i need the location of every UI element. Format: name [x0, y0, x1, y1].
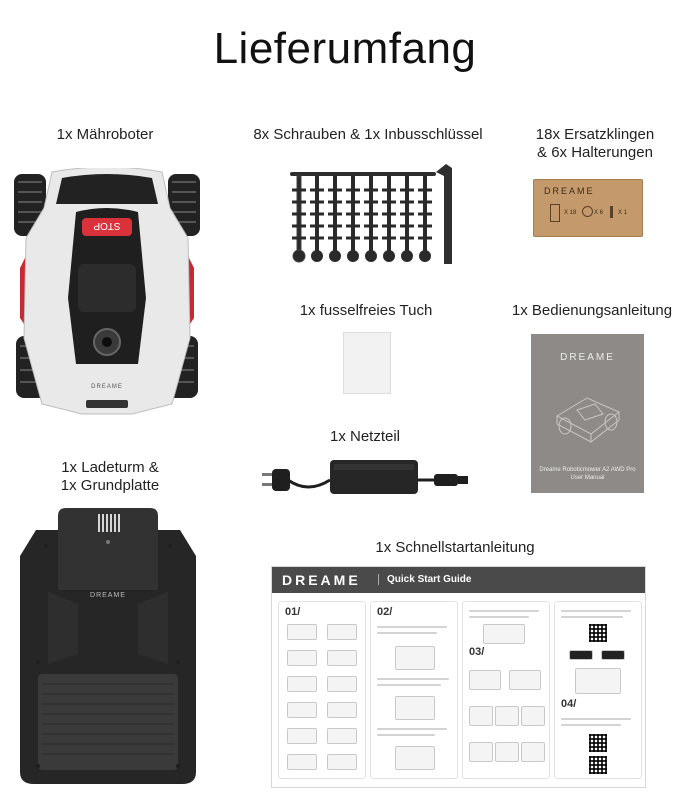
qsg-section-4: 04/ [554, 601, 642, 779]
page-title: Lieferumfang [213, 24, 477, 73]
quickstart-label: 1x Schnellstartanleitung [375, 539, 535, 556]
qsg-section-1: 01/ [278, 601, 366, 779]
qsg-section-2: 02/ [370, 601, 458, 779]
power-supply-image [258, 456, 472, 500]
blades-label-line2: & 6x Halterungen [537, 144, 653, 161]
charging-station-image [18, 504, 198, 786]
screws-label: 8x Schrauben & 1x Inbusschlüssel [253, 126, 483, 143]
spare-blades-box-image: DREAME X 18 X 6 X 1 [533, 179, 643, 237]
svg-text:STOP: STOP [93, 220, 121, 231]
quick-start-guide-image [271, 566, 646, 788]
station-label-line1: 1x Ladeturm & [61, 459, 159, 476]
screws-and-hex-key-image [288, 160, 454, 266]
lint-free-cloth-image [343, 332, 391, 394]
qsg-header: DREAME Quick Start Guide [272, 567, 645, 593]
svg-text:DREAME: DREAME [90, 592, 126, 599]
blades-label-line1: 18x Ersatzklingen [535, 126, 655, 143]
station-label-line2: 1x Grundplatte [60, 477, 160, 494]
manual-label: 1x Bedienungsanleitung [511, 302, 673, 319]
svg-text:DREAME: DREAME [91, 384, 123, 390]
qsg-section-3: 03/ [462, 601, 550, 779]
robot-mower-image [12, 168, 202, 420]
mower-label: 1x Mähroboter [56, 126, 154, 143]
user-manual-image: DREAME Dreame Roboticmower A2 AWD Pro User Manual [531, 334, 644, 493]
power-supply-label: 1x Netzteil [329, 428, 401, 445]
cloth-label: 1x fusselfreies Tuch [299, 302, 433, 319]
